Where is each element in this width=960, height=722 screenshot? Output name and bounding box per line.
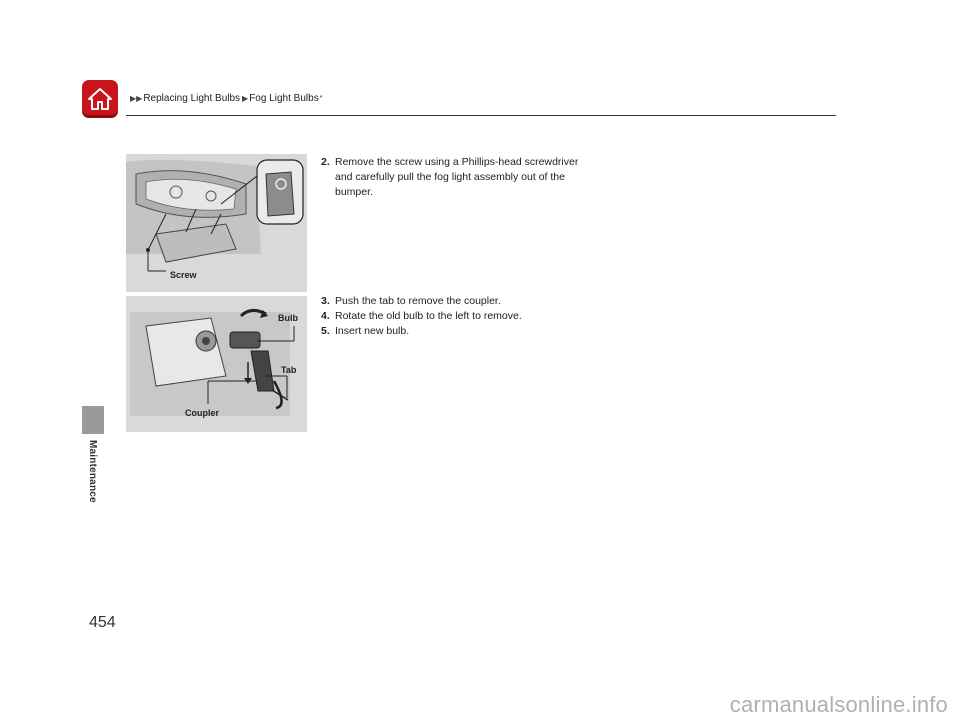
step-text: Rotate the old bulb to the left to remove. — [335, 310, 522, 322]
step-text: Push the tab to remove the coupler. — [335, 295, 501, 307]
step-number: 2. — [321, 156, 330, 168]
breadcrumb-replacing-light-bulbs[interactable]: Replacing Light Bulbs — [143, 93, 241, 104]
screw-label: Screw — [170, 270, 197, 280]
figure-fog-light-screw — [126, 154, 307, 292]
steps-replace-bulb — [321, 294, 581, 339]
page-number: 454 — [89, 614, 116, 631]
triangle-right-icon: ▶ — [242, 94, 249, 103]
bulb-label: Bulb — [278, 313, 298, 323]
steps-remove-assembly — [321, 155, 581, 200]
step-text: Insert new bulb. — [335, 325, 410, 337]
footnote-mark: * — [319, 95, 323, 102]
triangle-right-icon: ▶▶ — [130, 94, 143, 103]
header-divider — [126, 115, 836, 116]
fog-light-illustration — [126, 154, 307, 292]
step-number: 4. — [321, 310, 330, 322]
step-number: 5. — [321, 325, 330, 337]
step-text: Remove the screw using a Phillips-head screwdriver and carefully pull the fog light assembly out of the bumper. — [335, 156, 579, 198]
breadcrumb-fog-light-bulbs[interactable]: Fog Light Bulbs — [249, 93, 319, 104]
home-button[interactable] — [82, 80, 118, 118]
coupler-label: Coupler — [185, 408, 220, 418]
breadcrumb — [130, 93, 322, 104]
section-tab[interactable] — [82, 406, 104, 434]
figure-coupler-bulb — [126, 296, 307, 432]
tab-label: Tab — [281, 365, 297, 375]
step-number: 3. — [321, 295, 330, 307]
step-4 — [321, 309, 581, 324]
step-5 — [321, 324, 581, 339]
watermark: carmanualsonline.info — [729, 692, 948, 717]
step-2 — [321, 155, 581, 200]
home-icon — [87, 87, 113, 111]
step-3 — [321, 294, 581, 309]
section-label: Maintenance — [87, 440, 98, 503]
